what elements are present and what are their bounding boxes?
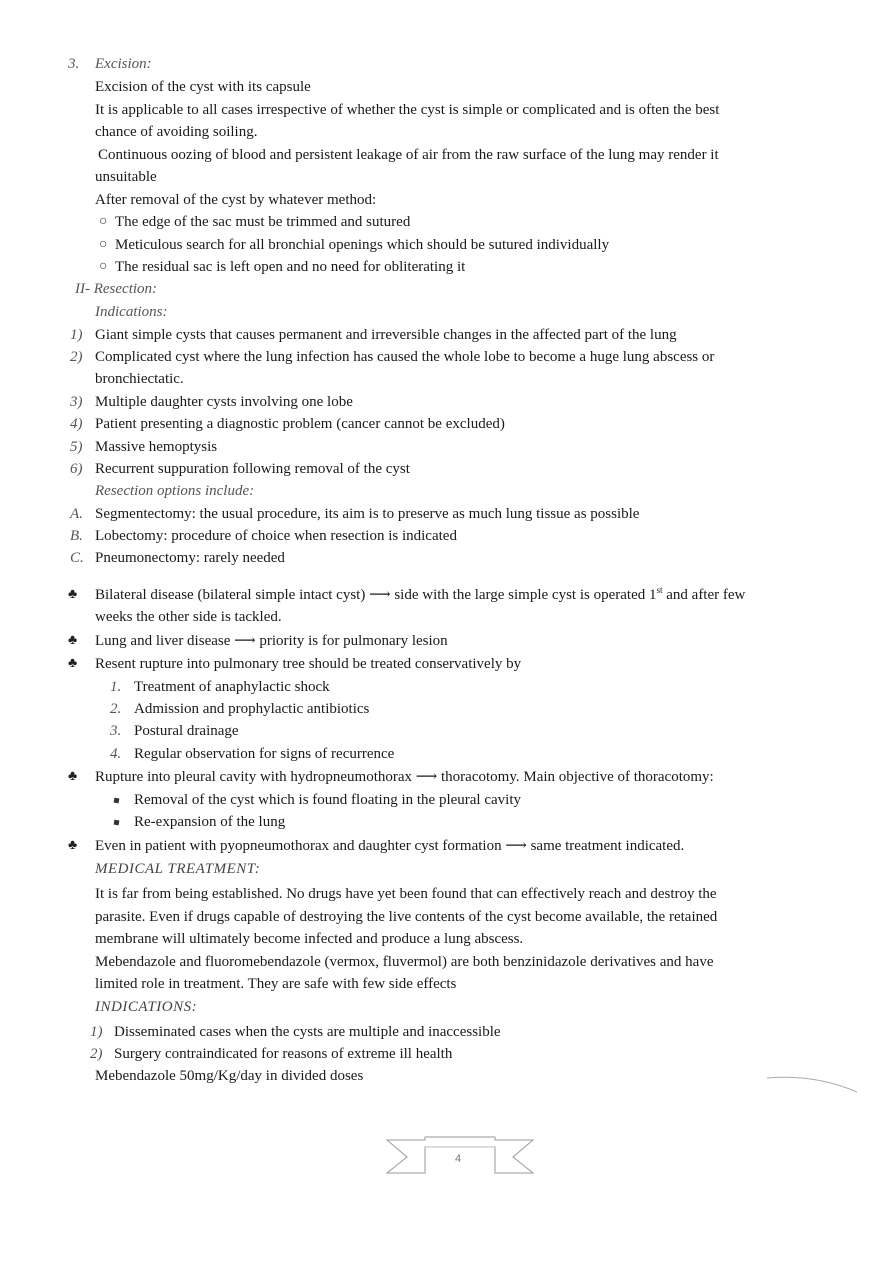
pleural-item-1: Removal of the cyst which is found floating in the pleural cavity <box>134 792 521 808</box>
medical-line-3: membrane will ultimately become infected and produce a lung abscess. <box>95 931 524 947</box>
excision-bullet-1: The edge of the sac must be trimmed and sutured <box>115 214 411 230</box>
indications-heading: Indications: <box>95 304 168 320</box>
page-number: 4 <box>455 1153 462 1165</box>
medical-indication-number: 1) <box>90 1024 103 1040</box>
medical-indication-1: Disseminated cases when the cysts are multiple and inaccessible <box>114 1024 501 1040</box>
medical-indication-number: 2) <box>90 1046 103 1062</box>
hollow-bullet-icon: ○ <box>99 237 108 252</box>
note-pleural: Rupture into pleural cavity with hydropneumothorax ⟶ thoracotomy. Main objective of thoracotomy: <box>95 769 714 785</box>
rupture-item-number: 1. <box>110 679 122 695</box>
square-bullet-icon <box>114 820 120 826</box>
rupture-item-number: 2. <box>110 701 122 717</box>
pleural-item-2: Re-expansion of the lung <box>134 814 286 830</box>
medical-dose: Mebendazole 50mg/Kg/day in divided doses <box>95 1068 364 1084</box>
medical-indication-2: Surgery contraindicated for reasons of extreme ill health <box>114 1046 453 1062</box>
note-rupture: Resent rupture into pulmonary tree should be treated conservatively by <box>95 656 522 672</box>
indication-3: Multiple daughter cysts involving one lobe <box>95 394 353 410</box>
indication-6: Recurrent suppuration following removal of the cyst <box>95 461 410 477</box>
club-bullet-icon: ♣ <box>68 633 78 648</box>
excision-bullet-2: Meticulous search for all bronchial openings which should be sutured individually <box>115 237 610 253</box>
note-bilateral: Bilateral disease (bilateral simple intact cyst) ⟶ side with the large simple cyst is operated 1st and after few <box>95 585 746 603</box>
option-pneumonectomy: Pneumonectomy: rarely needed <box>95 550 285 566</box>
note-pyopneumothorax: Even in patient with pyopneumothorax and daughter cyst formation ⟶ same treatment indicated. <box>95 838 685 854</box>
option-lobectomy: Lobectomy: procedure of choice when resection is indicated <box>95 528 457 544</box>
indication-2: Complicated cyst where the lung infection has caused the whole lobe to become a huge lung abscess or <box>95 349 715 365</box>
club-bullet-icon: ♣ <box>68 769 78 784</box>
excision-line-5: unsuitable <box>95 169 157 185</box>
rupture-item-number: 3. <box>110 723 122 739</box>
note-bilateral-cont: weeks the other side is tackled. <box>95 609 282 625</box>
option-letter: C. <box>70 550 84 566</box>
excision-line-4: Continuous oozing of blood and persistent leakage of air from the raw surface of the lung may render it <box>98 147 719 163</box>
indication-5: Massive hemoptysis <box>95 439 218 455</box>
hollow-bullet-icon: ○ <box>99 214 108 229</box>
scan-mark <box>765 1072 860 1094</box>
medical-line-2: parasite. Even if drugs capable of destroying the live contents of the cyst become available, the retained <box>95 909 718 925</box>
rupture-item-2: Admission and prophylactic antibiotics <box>134 701 370 717</box>
square-bullet-icon <box>114 798 120 804</box>
indication-number: 2) <box>70 349 83 365</box>
hollow-bullet-icon: ○ <box>99 259 108 274</box>
medical-line-4: Mebendazole and fluoromebendazole (vermox, fluvermol) are both benzinidazole derivatives and have <box>95 954 714 970</box>
rupture-item-4: Regular observation for signs of recurrence <box>134 746 395 762</box>
indication-number: 3) <box>70 394 83 410</box>
indication-1: Giant simple cysts that causes permanent and irreversible changes in the affected part of the lung <box>95 327 677 343</box>
option-segmentectomy: Segmentectomy: the usual procedure, its aim is to preserve as much lung tissue as possible <box>95 506 640 522</box>
indication-number: 1) <box>70 327 83 343</box>
excision-bullet-3: The residual sac is left open and no need for obliterating it <box>115 259 466 275</box>
club-bullet-icon: ♣ <box>68 656 78 671</box>
medical-line-1: It is far from being established. No drugs have yet been found that can effectively reach and destroy the <box>95 886 717 902</box>
note-lung-liver: Lung and liver disease ⟶ priority is for pulmonary lesion <box>95 633 448 649</box>
excision-line-1: Excision of the cyst with its capsule <box>95 79 311 95</box>
indication-number: 6) <box>70 461 83 477</box>
resection-heading: II- Resection: <box>75 281 158 297</box>
excision-number: 3. <box>68 56 80 72</box>
excision-line-3: chance of avoiding soiling. <box>95 124 258 140</box>
option-letter: B. <box>70 528 83 544</box>
option-letter: A. <box>70 506 83 522</box>
medical-line-5: limited role in treatment. They are safe with few side effects <box>95 976 457 992</box>
excision-line-6: After removal of the cyst by whatever method: <box>95 192 377 208</box>
rupture-item-3: Postural drainage <box>134 723 239 739</box>
club-bullet-icon: ♣ <box>68 838 78 853</box>
indication-number: 4) <box>70 416 83 432</box>
indication-4: Patient presenting a diagnostic problem (cancer cannot be excluded) <box>95 416 505 432</box>
excision-line-2: It is applicable to all cases irrespective of whether the cyst is simple or complicated and is often the best <box>95 102 720 118</box>
club-bullet-icon: ♣ <box>68 587 78 602</box>
excision-heading: Excision: <box>95 56 152 72</box>
indication-2-cont: bronchiectatic. <box>95 371 184 387</box>
resection-options-heading: Resection options include: <box>95 483 255 499</box>
medical-treatment-heading: MEDICAL TREATMENT: <box>95 861 261 877</box>
rupture-item-number: 4. <box>110 746 122 762</box>
rupture-item-1: Treatment of anaphylactic shock <box>134 679 330 695</box>
medical-indications-heading: INDICATIONS: <box>95 999 198 1015</box>
indication-number: 5) <box>70 439 83 455</box>
